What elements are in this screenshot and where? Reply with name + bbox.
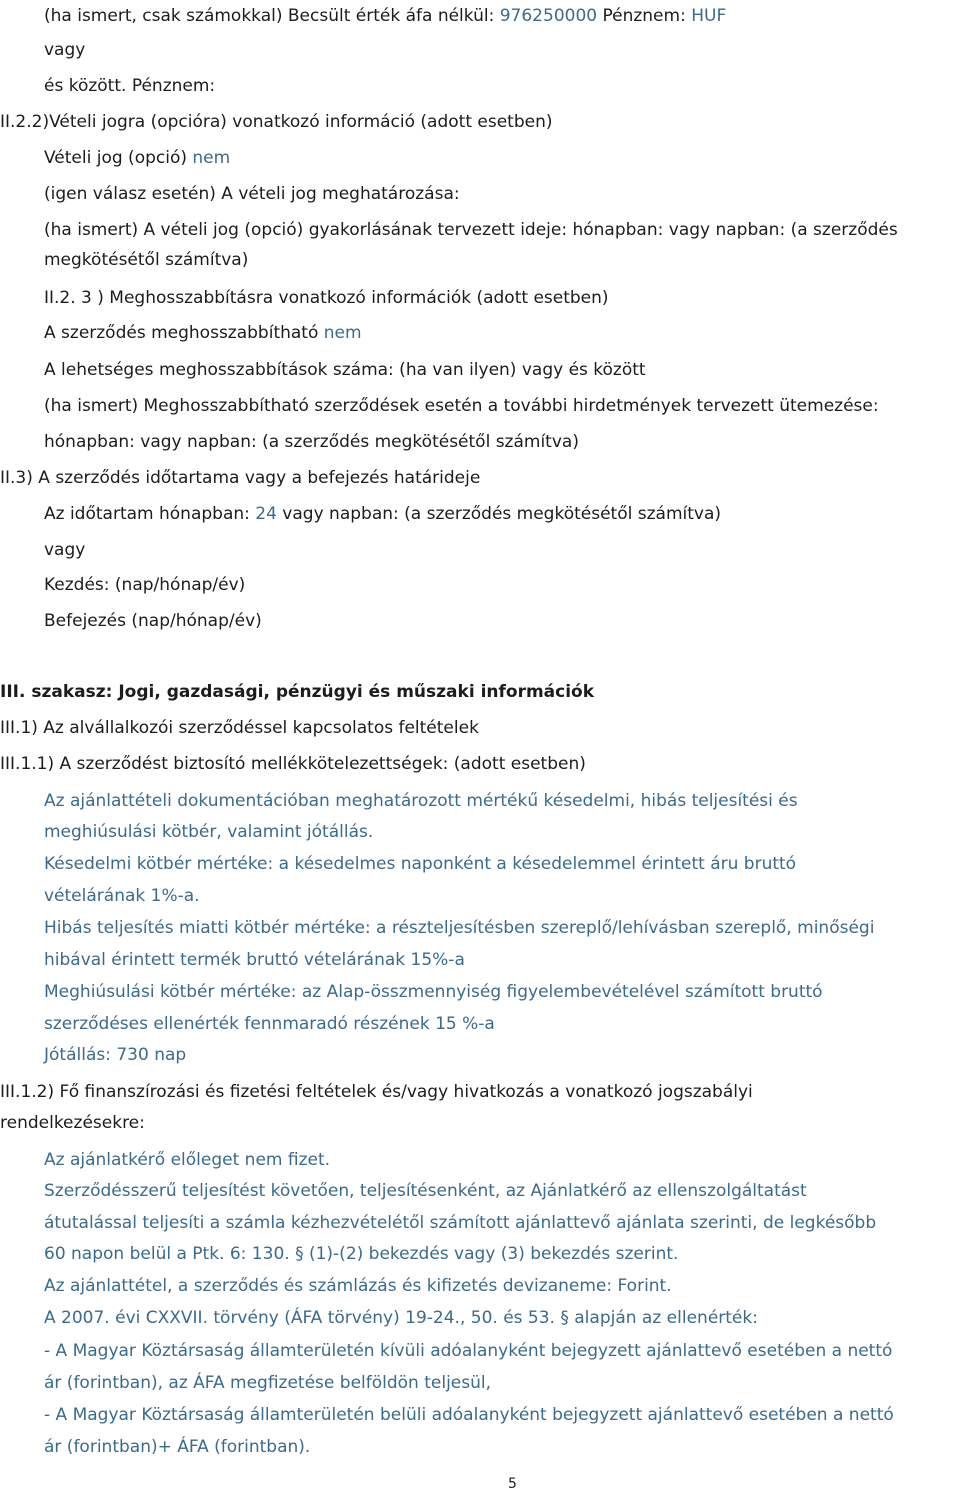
text-line: vagy: [44, 40, 86, 60]
section-heading: II.2.2)Vételi jogra (opcióra) vonatkozó információ (adott esetben): [0, 112, 553, 132]
option-value: nem: [192, 148, 231, 168]
value-line: Meghiúsulási kötbér mértéke: az Alap-összmennyiség figyelembevételével számított bruttó: [44, 982, 823, 1002]
value-line: ár (forintban), az ÁFA megfizetése belföldön teljesül,: [44, 1373, 492, 1393]
value-line: - A Magyar Köztársaság államterületén kívüli adóalanyként bejegyzett ajánlattevő esetében a nettó: [44, 1341, 893, 1361]
section-heading: III.1.2) Fő finanszírozási és fizetési feltételek és/vagy hivatkozás a vonatkozó jogszabályi: [0, 1082, 753, 1102]
value-line: Jótállás: 730 nap: [44, 1045, 187, 1065]
value-line: Késedelmi kötbér mértéke: a késedelmes naponként a késedelemmel érintett áru bruttó: [44, 854, 797, 874]
duration-suffix: vagy napban: (a szerződés megkötésétől számítva): [276, 504, 721, 524]
value-line: 60 napon belül a Ptk. 6: 130. § (1)-(2) bekezdés vagy (3) bekezdés szerint.: [44, 1244, 679, 1264]
text-line: Befejezés (nap/hónap/év): [44, 611, 262, 631]
text-line: (igen válasz esetén) A vételi jog meghatározása:: [44, 184, 460, 204]
value-line: A 2007. évi CXXVII. törvény (ÁFA törvény) 19-24., 50. és 53. § alapján az ellenérték:: [44, 1308, 758, 1328]
currency-label: Pénznem:: [597, 6, 692, 26]
text-line: megkötésétől számítva): [44, 250, 249, 270]
value-line: ár (forintban)+ ÁFA (forintban).: [44, 1437, 311, 1457]
section-heading: rendelkezésekre:: [0, 1113, 145, 1133]
extension-value: nem: [323, 323, 362, 343]
option-label: Vételi jog (opció): [44, 148, 193, 168]
text-line: hónapban: vagy napban: (a szerződés megkötésétől számítva): [44, 432, 579, 452]
value-line: Az ajánlatkérő előleget nem fizet.: [44, 1150, 331, 1170]
duration-label: Az időtartam hónapban:: [44, 504, 256, 524]
value-line: Az ajánlattétel, a szerződés és számlázás és kifizetés devizaneme: Forint.: [44, 1276, 672, 1296]
value-line: hibával érintett termék bruttó vételárának 15%-a: [44, 950, 465, 970]
extension-line: [44, 321, 362, 345]
extension-label: A szerződés meghosszabbítható: [44, 323, 324, 343]
value-line: szerződéses ellenérték fennmaradó részének 15 %-a: [44, 1014, 495, 1034]
part-heading: III. szakasz: Jogi, gazdasági, pénzügyi és műszaki információk: [0, 682, 595, 702]
option-line: [44, 146, 230, 170]
section-heading: III.1.1) A szerződést biztosító mellékkötelezettségek: (adott esetben): [0, 754, 586, 774]
text-line: A lehetséges meghosszabbítások száma: (ha van ilyen) vagy és között: [44, 360, 646, 380]
estimated-value: 976250000: [499, 6, 598, 26]
value-line: Hibás teljesítés miatti kötbér mértéke: a részteljesítésben szereplő/lehívásban szereplő, minőségi: [44, 918, 875, 938]
estimated-value-label: (ha ismert, csak számokkal) Becsült érték áfa nélkül:: [44, 6, 500, 26]
section-heading: II.3) A szerződés időtartama vagy a befejezés határideje: [0, 468, 481, 488]
text-line: vagy: [44, 540, 86, 560]
value-line: Az ajánlattételi dokumentációban meghatározott mértékű késedelmi, hibás teljesítési és: [44, 791, 798, 811]
currency-value: HUF: [691, 6, 727, 26]
value-line: átutalással teljesíti a számla kézhezvételétől számított ajánlattevő ajánlata szerinti, de legkésőbb: [44, 1213, 877, 1233]
section-heading: II.2. 3 ) Meghosszabbításra vonatkozó információk (adott esetben): [44, 288, 609, 308]
value-line: - A Magyar Köztársaság államterületén belüli adóalanyként bejegyzett ajánlattevő esetében a nettó: [44, 1405, 894, 1425]
text-line: Kezdés: (nap/hónap/év): [44, 575, 246, 595]
duration-line: [44, 502, 721, 526]
text-line: és között. Pénznem:: [44, 76, 216, 96]
section-heading: III.1) Az alvállalkozói szerződéssel kapcsolatos feltételek: [0, 718, 479, 738]
duration-value: 24: [255, 504, 277, 524]
page-number: 5: [508, 1476, 517, 1492]
value-line: meghiúsulási kötbér, valamint jótállás.: [44, 822, 374, 842]
text-line: (ha ismert) Meghosszabbítható szerződések esetén a további hirdetmények tervezett ütemezése:: [44, 396, 879, 416]
text-line: (ha ismert) A vételi jog (opció) gyakorlásának tervezett ideje: hónapban: vagy napban: (a szerződés: [44, 220, 898, 240]
value-line: vételárának 1%-a.: [44, 886, 200, 906]
estimated-value-line: [44, 4, 726, 28]
value-line: Szerződésszerű teljesítést követően, teljesítésenként, az Ajánlatkérő az ellenszolgáltatást: [44, 1181, 807, 1201]
